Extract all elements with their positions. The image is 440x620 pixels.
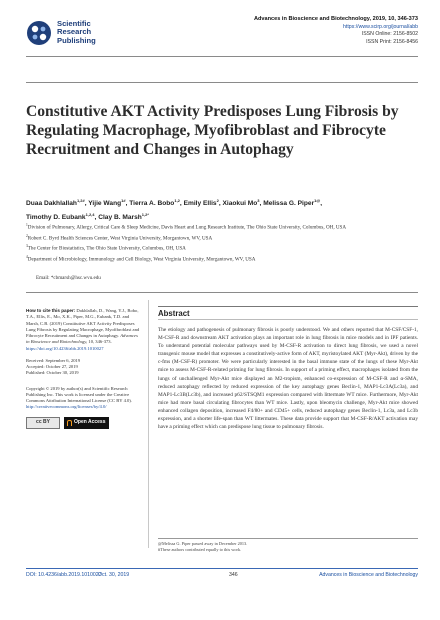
author-name: Duaa Dakhlallah$^{1,2\#}$, bbox=[26, 198, 89, 208]
open-access-badge bbox=[64, 417, 109, 429]
affiliation-item: $^3$The Center for Biostatistics, The Ohio State University, Columbus, OH, USA bbox=[26, 244, 186, 252]
abstract-heading: Abstract bbox=[158, 306, 418, 320]
paper-title: Constitutive AKT Activity Predisposes Lung Fibrosis by Regulating Macrophage, Myofibroblast and Fibrocyte Recruitment and Changes in Autophagy bbox=[26, 103, 399, 158]
header-rule-top bbox=[26, 56, 418, 57]
issn-online: ISSN Online: 2156-8502 bbox=[361, 31, 418, 38]
copyright-text: Copyright © 2019 by author(s) and Scientific Research Publishing Inc. This work is licensed under the Creative Commons Attribution International License (CC BY 4.0). bbox=[26, 385, 132, 403]
open-access-lock-icon bbox=[67, 420, 72, 426]
logo-line: Research bbox=[57, 27, 92, 37]
journal-header bbox=[26, 14, 418, 66]
affiliation-item: $^4$Department of Microbiology, Immunology and Cell Biology, West Virginia University, Morgantown, WV, USA bbox=[26, 254, 256, 263]
affiliation-item: $^2$Robert C. Byrd Health Sciences Center, West Virginia University, Morgantown, WV, USA bbox=[26, 233, 213, 242]
license-badges bbox=[26, 417, 142, 429]
author-list bbox=[26, 196, 418, 223]
header-rule-bottom bbox=[26, 82, 418, 83]
publisher-logo bbox=[26, 16, 166, 56]
journal-url-link[interactable]: https://www.scirp.org/journal/abb bbox=[343, 23, 418, 30]
note-item: @Melissa G. Piper passed away in December 2013. bbox=[158, 541, 248, 546]
author-name: Timothy D. Eubank$^{1,2,4}$, bbox=[26, 211, 99, 221]
affiliation-list bbox=[26, 222, 418, 264]
column-divider bbox=[148, 300, 149, 548]
issn-print: ISSN Print: 2156-8456 bbox=[366, 38, 418, 45]
page-footer bbox=[26, 568, 418, 582]
cc-by-badge[interactable]: cc BY bbox=[26, 417, 60, 429]
journal-info bbox=[254, 16, 418, 46]
author-name: Emily Ellis$^2$, bbox=[183, 198, 223, 208]
author-name: Tierra A. Bobo$^{1,2}$, bbox=[129, 198, 184, 208]
journal-citation-line: Advances in Bioscience and Biotechnology, 2019, 10, 346-373 bbox=[253, 16, 418, 22]
citation-journal: Advances in Bioscience and Biotechnology, bbox=[26, 333, 138, 345]
citation-doi-link[interactable]: https://doi.org/10.4236/abb.2019.1010027 bbox=[26, 345, 104, 351]
abstract-text: The etiology and pathogenesis of pulmonary fibrosis is poorly understood. We and others reported that M-CSF/CSF-1, M-CSF-R and downstream AKT activation plays an important role in lung fibrosis in mice models and in IPF patients. To understand potential molecular pathways used by M-CSF-R activation to direct lung fibrosis, we used a novel transgenic mouse model that expresses a constitutively-active form of AKT, myristoylated AKT (Myr-Akt), driven by the c-fms (M-CSF-R) promoter. We were particularly interested in the basal immune state of the lungs of these Myr-Akt mice to assess M-CSF-R-related priming for lung fibrosis. In support of a priming effect, macrophages isolated from the lungs of unchallenged Myr-Akt mice displayed an M2-tropism, enhanced co-expression of M-CSF-R and α-SMA, reduced autophagy reflected by reduced expression of the key autophagy genes Beclin-1, MAP1-Lc3A(Lc3a), and MAP1-Lc3B(Lc3b), and increased p62/STSQM1 expression compared with littermate WT mice. Furthermore, Myr-Akt mice had more basal circulating fibrocytes than WT mice. Lastly, upon bleomycin challenge, Myr-Akt mice showed enhanced collagen deposition, increased F4/80+ and CD45+ cells, reduced autophagy genes Beclin-1, Lc3a, and Lc3b expression, and a shorter life-span than WT littermates. These data provide support that M-CSF-R/AKT activation may have a priming effect which can predispose lung tissue to pulmonary fibrosis. bbox=[158, 327, 418, 431]
author-name: Yijie Wang$^{1\#}$, bbox=[88, 198, 130, 208]
footer-journal-name: Advances in Bioscience and Biotechnology bbox=[319, 572, 418, 578]
received-date: Received: September 6, 2019 bbox=[26, 357, 81, 363]
footer-doi-link[interactable]: DOI: 10.4236/abb.2019.1010027 bbox=[26, 572, 102, 578]
author-notes bbox=[158, 538, 418, 553]
logo-wordmark bbox=[57, 20, 96, 45]
license-link[interactable]: http://creativecommons.org/licenses/by/4.0/ bbox=[26, 404, 107, 410]
citation-text: Dakhlallah, D., Wang, Y.J., Bobo, T.A., Ellis, E., Mo, X.K., Piper, M.G., Eubank, T.D. and Marsh, C.B. (2019) Constitutive AKT Activity Predisposes Lung Fibrosis by Regulating Macrophage, Myofibroblast and Fibrocyte Recruitment and Changes in Autophagy. bbox=[26, 308, 140, 338]
citation-volume: 10, 346-373. bbox=[88, 339, 112, 345]
author-name: Clay B. Marsh$^{1,2*}$ bbox=[98, 211, 149, 221]
footer-date: Oct. 30, 2019 bbox=[98, 572, 130, 578]
logo-line: Publishing bbox=[57, 35, 96, 45]
citation-block bbox=[26, 308, 142, 352]
page-number: 346 bbox=[229, 572, 238, 578]
citation-label: How to cite this paper: bbox=[26, 308, 76, 313]
copyright-block bbox=[26, 386, 142, 411]
article-sidebar bbox=[26, 308, 142, 429]
author-name: Xiaokui Mo$^3$, bbox=[222, 198, 264, 208]
accepted-date: Accepted: October 27, 2019 bbox=[26, 364, 78, 369]
section-rule bbox=[26, 292, 418, 293]
open-access-label: Open Access bbox=[74, 419, 106, 426]
affiliation-item: $^1$Division of Pulmonary, Allergy, Critical Care & Sleep Medicine, Davis Heart and Lung Research Institute, The Ohio State University, Columbus, OH, USA bbox=[26, 223, 347, 231]
srp-logo-icon bbox=[26, 20, 52, 46]
article-dates bbox=[26, 358, 142, 377]
author-name: Melissa G. Piper$^{1@}$, bbox=[263, 198, 323, 208]
corresponding-email[interactable]: Email: *cbmarsh@hsc.wvu.edu bbox=[36, 275, 101, 281]
logo-line: Scientific bbox=[57, 19, 91, 28]
note-item: #These authors contributed equally to this work. bbox=[158, 547, 242, 552]
published-date: Published: October 30, 2019 bbox=[26, 370, 79, 376]
